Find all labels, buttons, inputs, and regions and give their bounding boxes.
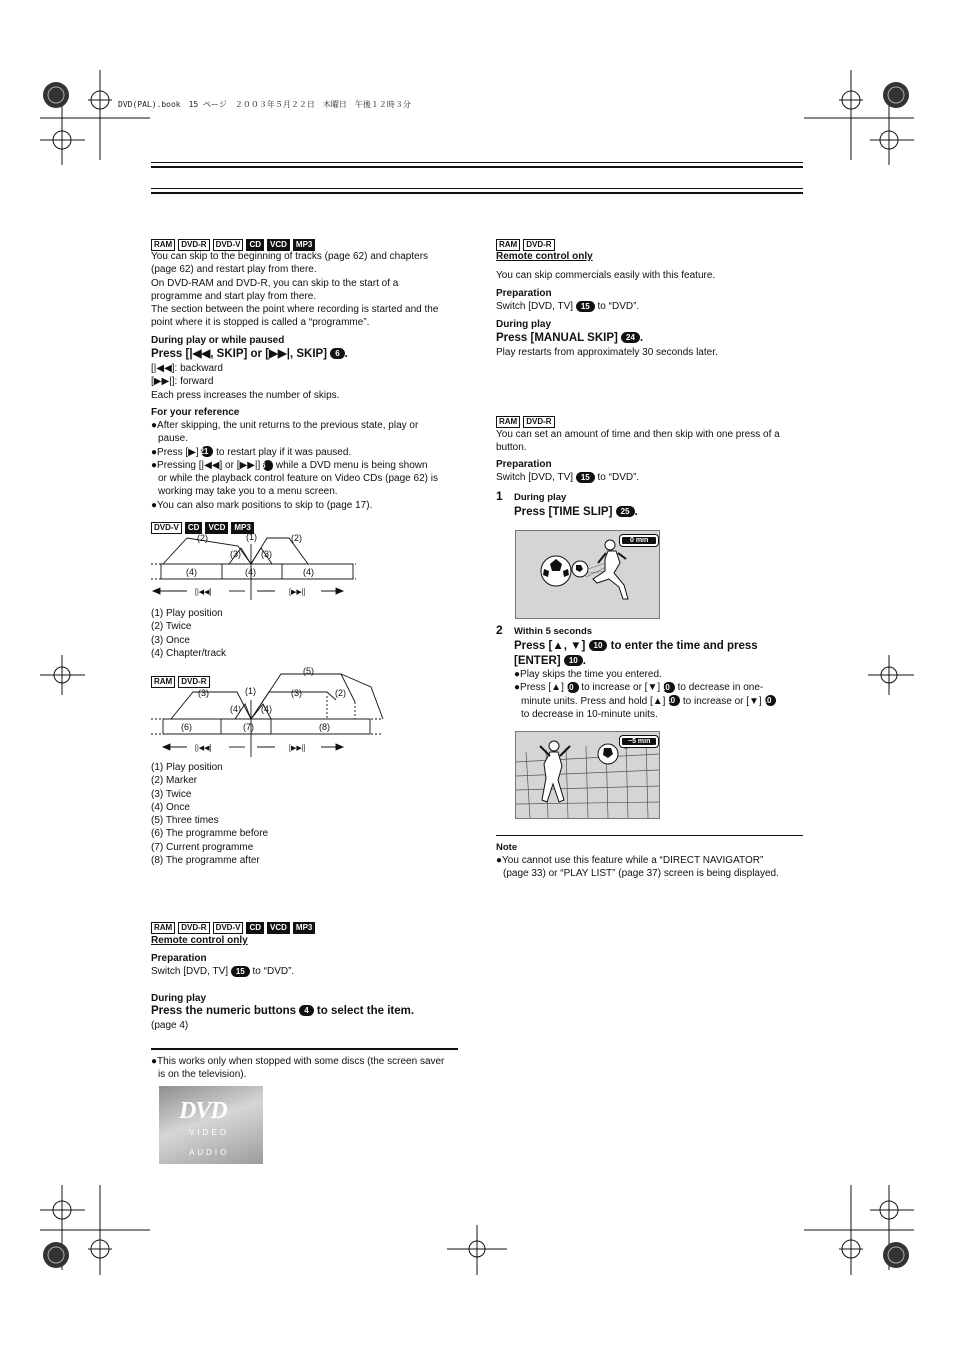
bullet: ●: [514, 669, 521, 680]
step2-label: Within 5 seconds: [514, 626, 593, 637]
text-line: Press [▲]: [520, 682, 564, 694]
legend-item: (7) Current programme: [151, 841, 254, 853]
preparation-text: [496, 300, 639, 313]
instr-text: Press [MANUAL SKIP]: [496, 332, 618, 344]
text-line: The section between the point where recording is started and the: [151, 304, 439, 316]
list-item: [514, 681, 806, 721]
label-track: (4): [245, 567, 256, 577]
preparation-text: [496, 471, 639, 484]
disc-tag: CD: [246, 239, 264, 251]
ref-badge: 10: [668, 695, 680, 706]
text-line: point where it is stopped is called a “programme”.: [151, 317, 370, 329]
legend-item: (1) Play position: [151, 608, 223, 619]
forward-line: [▶▶|]: forward: [151, 376, 214, 388]
instr-text: Press [TIME SLIP]: [514, 506, 613, 518]
dvd-logo-video: VIDEO: [189, 1128, 229, 1137]
header-rule: [151, 192, 803, 194]
legend-item: (2) Marker: [151, 775, 198, 787]
diagram1-legend: [151, 607, 226, 660]
diagram2-legend: [151, 761, 268, 867]
remote-only-label: Remote control only: [151, 935, 248, 946]
prev-button-label: [|◀◀]: [195, 745, 212, 752]
label-track: (4): [186, 567, 197, 577]
text-line: ]: forward: [171, 376, 214, 388]
list-item: [151, 499, 463, 512]
legend-item: (4) Chapter/track: [151, 647, 227, 659]
text-line: or while the playback control feature on Video CDs (page 62) is: [158, 473, 438, 485]
reference-label: For your reference: [151, 407, 240, 418]
skip-instruction: [151, 347, 348, 362]
legend-item: (8) The programme after: [151, 855, 260, 867]
list-item: [151, 459, 463, 499]
text-line: to increase or [▼]: [578, 682, 661, 694]
manual-disc-tags: [496, 234, 558, 252]
legend-item: (1) Play position: [151, 762, 223, 773]
ref-badge: 10: [765, 695, 777, 706]
screensaver-image: [159, 1086, 263, 1164]
disc-tag: RAM: [151, 239, 175, 251]
bullet: ●: [151, 499, 158, 511]
label-twice: (2): [197, 533, 208, 543]
text-line: to “DVD”.: [594, 301, 640, 312]
preparation-label: Preparation: [496, 288, 552, 299]
label-play-position: (1): [246, 532, 257, 542]
text-line: ]: [257, 459, 261, 471]
text-line: pause.: [158, 433, 189, 445]
note-text: [496, 854, 806, 881]
numeric-disc-tags: [151, 917, 318, 935]
ref-badge: 24: [621, 332, 640, 343]
label-programme-after: (8): [319, 722, 330, 732]
text-line: Press [: [157, 446, 189, 458]
ref-badge: 6: [330, 348, 344, 359]
disc-tag: MP3: [293, 239, 315, 251]
label-once: (4): [230, 704, 241, 714]
instr-text: .: [634, 506, 638, 518]
disc-tag: RAM: [151, 922, 175, 934]
label-three-times: (5): [303, 666, 314, 676]
skip-diagram-dvd: [151, 530, 371, 600]
prev-skip-icon: |◀◀: [153, 363, 172, 374]
timeslip-desc: [496, 428, 806, 455]
note-rule: [496, 835, 803, 836]
disc-tag: CD: [246, 922, 264, 934]
instr-text: Press [▲, ▼]: [514, 640, 586, 652]
header-rule: [151, 166, 803, 168]
list-item: [151, 446, 463, 459]
text-line: button.: [496, 442, 527, 454]
time-indicator: 0 min: [620, 535, 658, 546]
disc-tag: DVD-R: [178, 676, 209, 688]
during-label: During play: [151, 993, 207, 1004]
text-line: to “DVD”.: [594, 472, 640, 483]
step-number: 1: [496, 489, 503, 503]
remote-only-label: Remote control only: [496, 251, 593, 262]
text-line: Each press increases the number of skips.: [151, 389, 340, 401]
legend-item: (5) Three times: [151, 815, 219, 827]
instr-text: .: [582, 655, 586, 667]
text-line: ]: [195, 446, 199, 458]
ref-badge: 15: [231, 966, 250, 977]
bullet: ●: [151, 420, 158, 431]
ref-badge: 10: [567, 682, 579, 693]
header-rule: [151, 188, 803, 189]
preparation-label: Preparation: [151, 953, 207, 964]
time-indicator: −5 min: [620, 736, 658, 747]
ref-badge: 10: [589, 640, 608, 651]
label-current-programme: (7): [243, 722, 254, 732]
text-line: After skipping, the unit returns to the previous state, play or: [157, 420, 419, 431]
legend-item: (2) Twice: [151, 621, 192, 633]
text-line: You can also mark positions to skip to (page 17).: [157, 499, 373, 511]
text-line: On DVD-RAM and DVD-R, you can skip to the start of a: [151, 277, 399, 289]
label-twice: (2): [291, 533, 302, 543]
text-line: to “DVD”.: [249, 966, 295, 977]
text-line: working may take you to a menu screen.: [158, 486, 338, 498]
step-number: 2: [496, 623, 503, 637]
instr-text: , SKIP] or [: [210, 348, 270, 360]
text-line: You can skip to the beginning of tracks (page 62) and chapters: [151, 251, 429, 262]
instr-text: .: [344, 348, 348, 360]
label-once: (4): [261, 704, 272, 714]
header-rule: [151, 162, 803, 163]
label-once: (3): [230, 549, 241, 559]
bullet: ●: [151, 446, 158, 458]
ref-badge: 15: [576, 472, 595, 483]
disc-tag: MP3: [231, 522, 253, 534]
text-line: minute units. Press and hold [▲]: [521, 695, 666, 707]
ref-badge: 10: [564, 655, 583, 666]
legend-item: (3) Once: [151, 634, 190, 646]
timeslip-disc-tags: [496, 411, 558, 429]
step1-instruction: [514, 505, 638, 520]
ref-badge: 6: [263, 460, 273, 471]
skip-diagram-ram: [151, 662, 391, 757]
backward-line: [|◀◀]: backward: [151, 363, 223, 374]
label-programme-before: (6): [181, 722, 192, 732]
text-line: Play skips the time you entered.: [520, 669, 662, 680]
disc-tag: CD: [185, 522, 203, 534]
legend-item: (6) The programme before: [151, 828, 269, 840]
dvd-logo: DVD: [179, 1098, 227, 1124]
next-skip-icon: ▶▶|: [239, 459, 258, 471]
skip-keys: [151, 362, 339, 402]
disc-tag: DVD-V: [151, 522, 182, 534]
ref-badge: 10: [663, 682, 675, 693]
ref-badge: 15: [576, 301, 595, 312]
bullet: ●: [496, 855, 503, 866]
disc-tag: RAM: [496, 239, 520, 251]
reference-list: [151, 419, 463, 512]
during-label: During play or while paused: [151, 335, 285, 346]
disc-tag: DVD-V: [213, 922, 244, 934]
label-twice: (3): [291, 688, 302, 698]
list-item: [151, 1055, 461, 1082]
bullet: ●: [151, 1056, 158, 1067]
text-line: Switch [DVD, TV]: [496, 301, 574, 312]
list-item: [496, 854, 806, 881]
instr-text: Press [: [151, 348, 190, 360]
ref-badge: 25: [616, 506, 635, 517]
text-line: to restart play if it was paused.: [213, 446, 352, 458]
play-icon: ▶: [188, 446, 196, 458]
text-line: Switch [DVD, TV]: [151, 966, 229, 977]
preparation-text: [151, 965, 294, 978]
instr-text: , SKIP]: [289, 348, 328, 360]
text-line: ]: backward: [171, 363, 223, 374]
label-once: (3): [261, 549, 272, 559]
bullet: ●: [151, 459, 158, 471]
next-skip-icon: ▶▶|: [269, 348, 290, 360]
prev-button-label: [|◀◀]: [195, 589, 212, 596]
text-line: ] or [: [219, 459, 240, 471]
next-skip-icon: ▶▶|: [153, 376, 172, 388]
list-item: [151, 419, 463, 446]
label-marker: (2): [335, 688, 346, 698]
label-play-position: (1): [245, 686, 256, 696]
instr-text: .: [639, 332, 644, 344]
text-line: (page 33) or “PLAY LIST” (page 37) screen is being displayed.: [503, 868, 779, 880]
text-line: Switch [DVD, TV]: [496, 472, 574, 483]
step2-instruction: [514, 639, 804, 669]
ref-badge: 4: [299, 1005, 313, 1016]
text-line: programme and start play from there.: [151, 290, 317, 302]
ref-badge: 21: [201, 446, 213, 457]
disc-tag: DVD-R: [178, 239, 209, 251]
disc-tag: DVD-R: [523, 416, 554, 428]
instr-text: [ENTER]: [514, 655, 561, 667]
manual-skip-instruction: [496, 331, 643, 346]
preparation-label: Preparation: [496, 459, 552, 470]
instr-text: to select the item.: [313, 1005, 415, 1017]
prev-skip-icon: |◀◀: [189, 348, 211, 360]
disc-tag: DVD-R: [178, 922, 209, 934]
during-label: During play: [496, 319, 552, 330]
disc-tag: RAM: [151, 676, 175, 688]
page-ref: (page 4): [151, 1020, 189, 1031]
disc-tag: VCD: [267, 922, 290, 934]
text-line: This works only when stopped with some discs (the screen saver: [157, 1056, 445, 1067]
label-twice: (3): [198, 688, 209, 698]
next-button-label: [▶▶|]: [289, 589, 306, 596]
label-track: (4): [303, 567, 314, 577]
text-line: You cannot use this feature while a “DIRECT NAVIGATOR”: [502, 855, 764, 866]
step1-label: During play: [514, 492, 567, 503]
disc-tag: MP3: [293, 922, 315, 934]
disc-tag: VCD: [267, 239, 290, 251]
manual-restart: Play restarts from approximately 30 seconds later.: [496, 347, 718, 358]
skip-intro: [151, 250, 461, 330]
numeric-instruction: [151, 1004, 414, 1019]
screensaver-note: [151, 1055, 461, 1082]
disc-tag: VCD: [205, 522, 228, 534]
timeslip-screen-0min: [515, 530, 660, 619]
disc-tag: DVD-R: [523, 239, 554, 251]
disc-tag: DVD-V: [213, 239, 244, 251]
text-line: to decrease in one-: [674, 682, 764, 694]
legend-item: (4) Once: [151, 801, 190, 813]
print-slug: DVD(PAL).book 15 ページ ２００３年５月２２日 木曜日 午後１２時３分: [118, 100, 411, 109]
text-line: while a DVD menu is being shown: [273, 459, 428, 471]
disc-tag: RAM: [496, 416, 520, 428]
timeslip-screen-minus5: [515, 731, 660, 819]
instr-text: Press the numeric buttons: [151, 1005, 297, 1017]
text-line: to increase or [▼]: [680, 695, 762, 707]
section-rule: [151, 1048, 458, 1050]
prev-skip-icon: |◀◀: [201, 459, 220, 471]
bullet: ●: [514, 682, 521, 694]
list-item: [514, 668, 806, 681]
note-label: Note: [496, 842, 518, 853]
text-line: You can set an amount of time and then skip with one press of a: [496, 429, 780, 440]
dvd-logo-audio: AUDIO: [189, 1148, 230, 1157]
text-line: Pressing [: [157, 459, 202, 471]
text-line: to decrease in 10-minute units.: [521, 708, 658, 720]
legend-item: (3) Twice: [151, 788, 192, 800]
next-button-label: [▶▶|]: [289, 745, 306, 752]
text-line: is on the television).: [158, 1069, 247, 1081]
step2-bullets: [514, 668, 806, 721]
instr-text: to enter the time and press: [607, 640, 758, 652]
manual-desc: You can skip commercials easily with this feature.: [496, 270, 716, 281]
text-line: (page 62) and restart play from there.: [151, 264, 317, 276]
